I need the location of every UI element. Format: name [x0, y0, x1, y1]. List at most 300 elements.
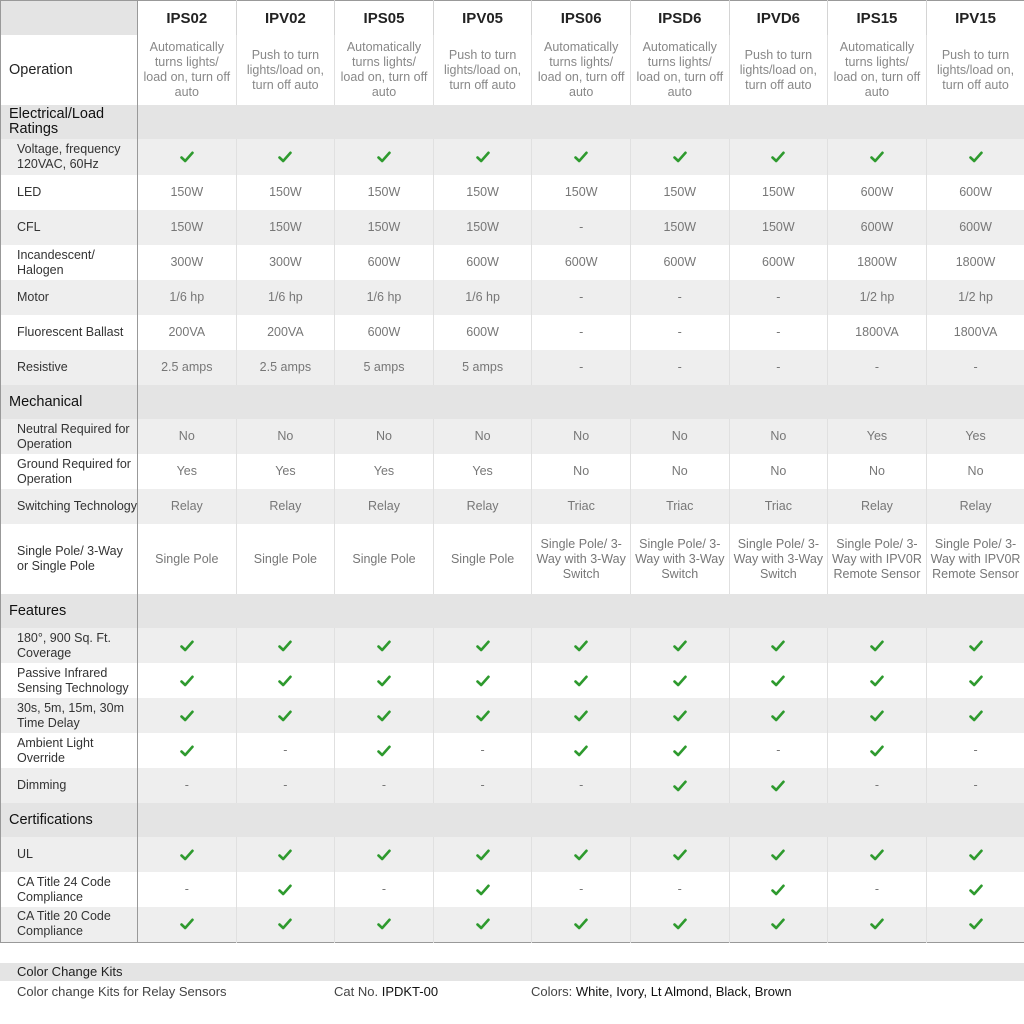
row-value	[926, 628, 1024, 663]
check-icon	[574, 918, 588, 930]
check-icon	[969, 849, 983, 861]
check-icon	[574, 640, 588, 652]
row-value: 150W	[630, 210, 729, 245]
row-label: 30s, 5m, 15m, 30m Time Delay	[1, 698, 138, 733]
row-value	[433, 628, 532, 663]
row-value	[433, 698, 532, 733]
check-value	[687, 708, 688, 709]
check-value	[194, 847, 195, 848]
row-value: Triac	[532, 489, 631, 524]
operation-value: Automatically turns lights/ load on, turn off auto	[335, 35, 434, 105]
row-value	[828, 698, 927, 733]
check-icon	[969, 675, 983, 687]
row-value: -	[729, 350, 828, 385]
check-icon	[476, 640, 490, 652]
row-label: CA Title 20 Code Compliance	[1, 907, 138, 942]
row-value: 150W	[236, 175, 335, 210]
check-icon	[377, 918, 391, 930]
check-value	[292, 150, 293, 151]
row-label: Switching Technology	[1, 489, 138, 524]
row-value: 150W	[433, 210, 532, 245]
section-header-row	[1, 385, 1024, 419]
check-value	[785, 150, 786, 151]
row-value: 150W	[729, 210, 828, 245]
check-icon	[476, 884, 490, 896]
row-value: -	[926, 350, 1024, 385]
row-value	[335, 663, 434, 698]
row-value: 1/6 hp	[138, 280, 237, 315]
row-value	[828, 907, 927, 942]
check-value	[588, 638, 589, 639]
check-value	[391, 638, 392, 639]
row-value: 2.5 amps	[236, 350, 335, 385]
row-value: 1800W	[828, 245, 927, 280]
check-value	[391, 847, 392, 848]
check-icon	[870, 640, 884, 652]
check-icon	[377, 745, 391, 757]
check-value	[687, 917, 688, 918]
check-value	[785, 673, 786, 674]
check-value	[588, 847, 589, 848]
row-value: -	[729, 315, 828, 350]
product-header: IPS06	[532, 1, 631, 36]
check-value	[194, 638, 195, 639]
check-icon	[969, 710, 983, 722]
row-value: -	[630, 315, 729, 350]
check-value	[785, 882, 786, 883]
check-value	[194, 150, 195, 151]
table-row	[1, 489, 1024, 524]
row-value	[729, 698, 828, 733]
row-value: Yes	[828, 419, 927, 454]
check-value	[687, 673, 688, 674]
row-value: Relay	[138, 489, 237, 524]
check-value	[884, 673, 885, 674]
row-value: No	[335, 419, 434, 454]
row-value: -	[236, 733, 335, 768]
operation-value: Automatically turns lights/ load on, turn off auto	[630, 35, 729, 105]
row-value: 600W	[926, 210, 1024, 245]
check-value	[687, 743, 688, 744]
table-row	[1, 315, 1024, 350]
row-value: Relay	[828, 489, 927, 524]
operation-label: Operation	[1, 35, 138, 105]
check-icon	[771, 780, 785, 792]
row-value	[433, 139, 532, 175]
check-icon	[771, 918, 785, 930]
row-value: -	[926, 733, 1024, 768]
check-icon	[278, 884, 292, 896]
product-header: IPV05	[433, 1, 532, 36]
row-label: LED	[1, 175, 138, 210]
row-value: -	[236, 768, 335, 803]
check-value	[884, 743, 885, 744]
row-value	[335, 837, 434, 872]
row-value: 1/6 hp	[433, 280, 532, 315]
row-value	[138, 663, 237, 698]
row-value	[433, 872, 532, 907]
row-value: Single Pole	[138, 524, 237, 594]
product-header: IPVD6	[729, 1, 828, 36]
row-value	[729, 768, 828, 803]
row-value: Relay	[926, 489, 1024, 524]
check-icon	[771, 151, 785, 163]
row-value: 600W	[630, 245, 729, 280]
check-value	[983, 673, 984, 674]
row-value	[828, 733, 927, 768]
product-header: IPS15	[828, 1, 927, 36]
row-value: -	[630, 280, 729, 315]
row-value: 1800VA	[926, 315, 1024, 350]
row-value	[630, 663, 729, 698]
check-icon	[278, 849, 292, 861]
row-label: 180°, 900 Sq. Ft. Coverage	[1, 628, 138, 663]
row-value: Single Pole/ 3-Way with IPV0R Remote Sensor	[828, 524, 927, 594]
row-value	[236, 837, 335, 872]
table-row	[1, 663, 1024, 698]
check-value	[983, 638, 984, 639]
product-header: IPV02	[236, 1, 335, 36]
section-fill	[138, 385, 1024, 419]
check-icon	[180, 918, 194, 930]
row-label: Voltage, frequency 120VAC, 60Hz	[1, 139, 138, 175]
check-value	[588, 743, 589, 744]
row-label: Incandescent/ Halogen	[1, 245, 138, 280]
check-value	[687, 847, 688, 848]
product-header: IPV15	[926, 1, 1024, 36]
section-fill	[138, 105, 1024, 139]
row-value: Yes	[335, 454, 434, 489]
check-icon	[870, 849, 884, 861]
row-value: 150W	[236, 210, 335, 245]
row-value	[926, 698, 1024, 733]
check-value	[983, 882, 984, 883]
table-row	[1, 280, 1024, 315]
row-value: -	[138, 768, 237, 803]
row-value	[138, 733, 237, 768]
check-value	[391, 150, 392, 151]
row-value: 150W	[729, 175, 828, 210]
check-icon	[180, 151, 194, 163]
row-value: 600W	[433, 315, 532, 350]
check-icon	[377, 675, 391, 687]
row-value	[729, 139, 828, 175]
check-icon	[278, 640, 292, 652]
row-value: -	[828, 768, 927, 803]
row-value: 150W	[335, 175, 434, 210]
check-value	[983, 847, 984, 848]
check-icon	[673, 849, 687, 861]
check-icon	[574, 849, 588, 861]
row-label: Ground Required for Operation	[1, 454, 138, 489]
row-value: 600W	[828, 210, 927, 245]
color-kits-cat	[334, 981, 438, 1003]
row-value: -	[335, 768, 434, 803]
check-icon	[673, 640, 687, 652]
check-icon	[771, 640, 785, 652]
row-value: -	[828, 872, 927, 907]
check-icon	[870, 710, 884, 722]
row-value	[926, 663, 1024, 698]
section-header-row	[1, 105, 1024, 139]
row-value	[926, 837, 1024, 872]
table-row	[1, 350, 1024, 385]
check-icon	[969, 640, 983, 652]
row-label: Single Pole/ 3-Way or Single Pole	[1, 524, 138, 594]
check-icon	[870, 745, 884, 757]
row-value: -	[433, 768, 532, 803]
table-row	[1, 245, 1024, 280]
row-value: Triac	[630, 489, 729, 524]
check-icon	[574, 745, 588, 757]
check-icon	[476, 675, 490, 687]
row-value: -	[138, 872, 237, 907]
row-value	[729, 628, 828, 663]
row-value: 600W	[828, 175, 927, 210]
row-value: -	[532, 768, 631, 803]
row-value: 600W	[926, 175, 1024, 210]
row-value: 600W	[335, 245, 434, 280]
row-value: -	[630, 350, 729, 385]
row-value: 5 amps	[335, 350, 434, 385]
table-row	[1, 872, 1024, 907]
check-icon	[673, 780, 687, 792]
operation-value: Automatically turns lights/ load on, turn off auto	[532, 35, 631, 105]
row-value: No	[532, 419, 631, 454]
row-value: 150W	[138, 210, 237, 245]
check-value	[292, 847, 293, 848]
check-value	[292, 917, 293, 918]
table-row	[1, 454, 1024, 489]
check-value	[490, 150, 491, 151]
row-value	[630, 733, 729, 768]
row-value: Yes	[926, 419, 1024, 454]
row-value	[532, 139, 631, 175]
product-header: IPSD6	[630, 1, 729, 36]
row-value: No	[630, 454, 729, 489]
row-value	[335, 628, 434, 663]
operation-value: Push to turn lights/load on, turn off auto	[433, 35, 532, 105]
row-label: Neutral Required for Operation	[1, 419, 138, 454]
check-value	[194, 917, 195, 918]
check-icon	[969, 151, 983, 163]
check-value	[588, 673, 589, 674]
row-label: UL	[1, 837, 138, 872]
row-value: No	[532, 454, 631, 489]
row-value: 600W	[335, 315, 434, 350]
row-value	[630, 628, 729, 663]
check-value	[983, 150, 984, 151]
check-icon	[476, 849, 490, 861]
operation-row	[1, 35, 1024, 105]
row-value	[532, 907, 631, 942]
check-value	[490, 882, 491, 883]
color-kits-description: Color change Kits for Relay Sensors	[17, 984, 227, 999]
row-value: Triac	[729, 489, 828, 524]
row-value: 200VA	[236, 315, 335, 350]
check-value	[292, 673, 293, 674]
row-value	[630, 907, 729, 942]
row-value: 1800VA	[828, 315, 927, 350]
check-icon	[377, 151, 391, 163]
check-value	[884, 917, 885, 918]
row-value	[138, 628, 237, 663]
row-label: Fluorescent Ballast	[1, 315, 138, 350]
row-value	[729, 907, 828, 942]
row-value	[532, 733, 631, 768]
table-row	[1, 175, 1024, 210]
section-title: Mechanical	[1, 385, 138, 419]
check-value	[194, 708, 195, 709]
row-value	[828, 139, 927, 175]
row-value: Single Pole/ 3-Way with 3-Way Switch	[729, 524, 828, 594]
check-value	[490, 673, 491, 674]
check-value	[194, 673, 195, 674]
check-value	[588, 917, 589, 918]
row-value: Yes	[433, 454, 532, 489]
table-row	[1, 210, 1024, 245]
row-value	[138, 837, 237, 872]
row-value	[926, 907, 1024, 942]
operation-value: Automatically turns lights/ load on, turn off auto	[138, 35, 237, 105]
row-value	[729, 663, 828, 698]
row-value: -	[926, 768, 1024, 803]
row-value	[335, 733, 434, 768]
check-icon	[180, 675, 194, 687]
check-value	[983, 708, 984, 709]
table-row	[1, 419, 1024, 454]
row-value: 150W	[138, 175, 237, 210]
row-value	[433, 837, 532, 872]
row-value: 600W	[532, 245, 631, 280]
row-value	[335, 907, 434, 942]
check-icon	[870, 675, 884, 687]
check-value	[983, 917, 984, 918]
row-value: No	[630, 419, 729, 454]
row-label: Ambient Light Override	[1, 733, 138, 768]
row-value: 150W	[630, 175, 729, 210]
color-kits-title: Color Change Kits	[0, 963, 1024, 981]
check-value	[490, 917, 491, 918]
row-value	[926, 139, 1024, 175]
check-icon	[180, 710, 194, 722]
check-icon	[476, 918, 490, 930]
operation-value: Push to turn lights/load on, turn off auto	[236, 35, 335, 105]
check-icon	[771, 884, 785, 896]
check-value	[588, 150, 589, 151]
row-value: 1/2 hp	[926, 280, 1024, 315]
row-value	[236, 698, 335, 733]
row-value	[828, 663, 927, 698]
row-value: -	[828, 350, 927, 385]
table-row	[1, 139, 1024, 175]
check-icon	[278, 710, 292, 722]
row-value	[236, 872, 335, 907]
check-icon	[673, 675, 687, 687]
row-value	[433, 907, 532, 942]
check-icon	[969, 884, 983, 896]
row-value	[630, 768, 729, 803]
row-value: 1/6 hp	[236, 280, 335, 315]
row-value	[433, 663, 532, 698]
table-row	[1, 524, 1024, 594]
check-icon	[673, 710, 687, 722]
section-header-row	[1, 594, 1024, 628]
check-icon	[673, 745, 687, 757]
section-header-row	[1, 803, 1024, 837]
check-value	[292, 708, 293, 709]
color-kits-colors	[531, 981, 792, 1003]
row-value: Single Pole/ 3-Way with IPV0R Remote Sensor	[926, 524, 1024, 594]
table-row	[1, 733, 1024, 768]
row-value: Yes	[236, 454, 335, 489]
row-value: -	[532, 350, 631, 385]
check-icon	[771, 710, 785, 722]
row-value: 600W	[433, 245, 532, 280]
row-value	[926, 872, 1024, 907]
row-label: Resistive	[1, 350, 138, 385]
check-icon	[771, 675, 785, 687]
row-value: 5 amps	[433, 350, 532, 385]
check-icon	[870, 151, 884, 163]
color-kits-row	[0, 981, 1024, 1003]
row-label: Passive Infrared Sensing Technology	[1, 663, 138, 698]
row-value: Single Pole	[433, 524, 532, 594]
row-value: -	[532, 315, 631, 350]
color-change-kits	[0, 963, 1024, 1003]
check-icon	[574, 710, 588, 722]
check-value	[687, 638, 688, 639]
section-fill	[138, 594, 1024, 628]
row-value	[236, 907, 335, 942]
check-value	[391, 743, 392, 744]
check-icon	[771, 849, 785, 861]
row-value: Single Pole/ 3-Way with 3-Way Switch	[630, 524, 729, 594]
check-icon	[969, 918, 983, 930]
row-value	[335, 698, 434, 733]
operation-value: Push to turn lights/load on, turn off auto	[926, 35, 1024, 105]
row-value	[630, 698, 729, 733]
row-value: No	[433, 419, 532, 454]
check-value	[785, 638, 786, 639]
product-header: IPS02	[138, 1, 237, 36]
row-value	[532, 837, 631, 872]
row-value: -	[630, 872, 729, 907]
check-value	[194, 743, 195, 744]
table-row	[1, 837, 1024, 872]
row-value	[729, 872, 828, 907]
check-value	[884, 708, 885, 709]
row-value: 200VA	[138, 315, 237, 350]
row-value: No	[729, 454, 828, 489]
table-row	[1, 768, 1024, 803]
row-value	[630, 139, 729, 175]
row-value: Single Pole/ 3-Way with 3-Way Switch	[532, 524, 631, 594]
check-icon	[180, 640, 194, 652]
operation-value: Automatically turns lights/ load on, turn off auto	[828, 35, 927, 105]
row-value: 150W	[335, 210, 434, 245]
check-value	[490, 847, 491, 848]
row-value: 150W	[532, 175, 631, 210]
row-value	[630, 837, 729, 872]
section-fill	[138, 803, 1024, 837]
row-value	[138, 698, 237, 733]
check-icon	[377, 640, 391, 652]
row-value: No	[729, 419, 828, 454]
check-value	[391, 708, 392, 709]
check-value	[292, 882, 293, 883]
row-value: Relay	[236, 489, 335, 524]
